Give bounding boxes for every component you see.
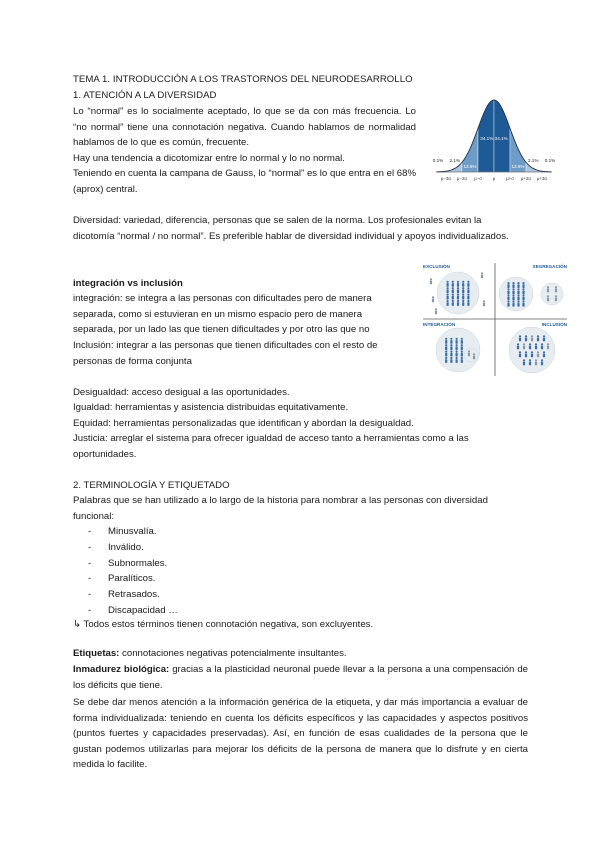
- gauss-segment-label: 13.6%: [511, 164, 525, 169]
- integrated-person-icon: [473, 353, 475, 359]
- person-icon: [462, 281, 464, 287]
- person-icon: [462, 300, 464, 306]
- included-person-icon: [543, 351, 545, 357]
- label-inclusion: INCLUSIÓN: [541, 322, 567, 327]
- person-icon: [445, 344, 447, 350]
- person-icon: [462, 294, 464, 300]
- person-icon: [512, 288, 514, 294]
- person-icon: [467, 294, 469, 300]
- outside-person-icon: [435, 308, 437, 314]
- person-icon: [512, 294, 514, 300]
- included-person-icon: [543, 335, 545, 341]
- person-icon: [467, 300, 469, 306]
- inclusion-quadrant-figure: [420, 260, 570, 378]
- outside-person-icon: [483, 300, 485, 306]
- outside-person-icon: [481, 272, 483, 278]
- list-item: - Retrasados.: [88, 589, 160, 601]
- included-person-icon: [541, 359, 543, 365]
- gauss-tick-label: μ+σ: [506, 176, 514, 181]
- gauss-segment-label: 0.1%: [544, 158, 556, 163]
- list-item: - Discapacidad …: [88, 604, 178, 616]
- person-icon: [456, 351, 458, 357]
- person-icon: [522, 288, 524, 294]
- gauss-tick-label: μ+3σ: [536, 176, 548, 181]
- person-icon: [457, 294, 459, 300]
- paragraph-normal: Lo “normal” es lo socialmente aceptado, lo que se da con más frecuencia. Lo “no normal” tiene una connotación negativa. Cuando hablamos de normalidad hablamos de lo que es común, frecuente.: [73, 106, 416, 149]
- person-icon: [461, 357, 463, 363]
- label-exclusion: EXCLUSIÓN: [423, 264, 450, 269]
- gauss-chart: [432, 92, 560, 190]
- included-person-icon: [519, 335, 521, 341]
- person-icon: [452, 300, 454, 306]
- list-item: - Subnormales.: [88, 557, 168, 569]
- paragraph-diversidad: Diversidad: variedad, diferencia, personas que se salen de la norma. Los profesionales evitan la dicotomía “normal / no normal”. Es preferible hablar de diversidad individual y apoyos individualizados.: [73, 215, 509, 242]
- person-icon: [452, 287, 454, 293]
- person-icon: [456, 357, 458, 363]
- included-person-icon: [541, 343, 543, 349]
- included-person-icon: [523, 359, 525, 365]
- person-icon: [447, 281, 449, 287]
- person-icon: [447, 300, 449, 306]
- person-icon: [447, 287, 449, 293]
- included-person-icon: [531, 351, 533, 357]
- person-icon: [456, 338, 458, 344]
- person-icon: [512, 282, 514, 288]
- segregated-person-icon: [547, 295, 549, 301]
- paragraph-integracion: integración: se integra a las personas con dificultades pero de manera separada, como si estuvieran en un mismo espacio pero de manera separada, por un lado las que tienen dificultades y por otro las que no: [73, 293, 372, 336]
- segregated-person-icon: [555, 286, 557, 292]
- gauss-segment-label: 34.1%: [494, 136, 508, 141]
- terms-list: [88, 524, 178, 619]
- outside-person-icon: [432, 296, 434, 302]
- person-icon: [507, 282, 509, 288]
- person-icon: [456, 344, 458, 350]
- person-icon: [461, 344, 463, 350]
- person-icon: [512, 301, 514, 307]
- segregation-main-circle: [499, 277, 533, 311]
- person-icon: [461, 351, 463, 357]
- label-integracion: INTEGRACIÓN: [423, 322, 456, 327]
- person-icon: [457, 281, 459, 287]
- person-icon: [467, 281, 469, 287]
- note-excluyentes: ↳ Todos estos términos tienen connotación negativa, son excluyentes.: [73, 619, 374, 630]
- person-icon: [450, 351, 452, 357]
- igualdad-line: Igualdad: herramientas y asistencia distribuidas equitativamente.: [73, 402, 349, 413]
- segregated-person-icon: [555, 295, 557, 301]
- included-person-icon: [517, 343, 519, 349]
- segregation-small-circle: [541, 283, 563, 305]
- integration-inner-circle: [464, 348, 478, 362]
- person-icon: [507, 294, 509, 300]
- included-person-icon: [535, 359, 537, 365]
- person-icon: [517, 288, 519, 294]
- person-icon: [522, 301, 524, 307]
- included-person-icon: [529, 343, 531, 349]
- person-icon: [507, 301, 509, 307]
- list-item: - Minusvalía.: [88, 526, 157, 537]
- paragraph-palabras: Palabras que se han utilizado a lo largo de la historia para nombrar a las personas con diversidad funcional:: [73, 495, 488, 522]
- gauss-tick-label: μ: [492, 176, 496, 181]
- person-icon: [461, 338, 463, 344]
- included-person-icon: [547, 343, 549, 349]
- paragraph-inmadurez: Inmadurez biológica: gracias a la plasticidad neuronal puede llevar a la persona a una compensación de los déficits que tiene.: [73, 664, 529, 691]
- list-item: - Inválido.: [88, 541, 144, 553]
- paragraph-dicotomia: Hay una tendencia a dicotomizar entre lo normal y lo no normal.: [73, 153, 345, 164]
- person-icon: [517, 282, 519, 288]
- inclusion-circle: [509, 327, 555, 373]
- heading-integracion: integración vs inclusión: [73, 278, 183, 289]
- person-icon: [447, 294, 449, 300]
- person-icon: [457, 287, 459, 293]
- person-icon: [445, 351, 447, 357]
- person-icon: [457, 300, 459, 306]
- included-person-icon: [529, 359, 531, 365]
- gauss-segment-label: 13.6%: [463, 164, 477, 169]
- gauss-tick-label: μ−2σ: [456, 176, 468, 181]
- person-icon: [462, 287, 464, 293]
- person-icon: [517, 301, 519, 307]
- label-segregacion: SEGREGACIÓN: [532, 264, 567, 269]
- included-person-icon: [519, 351, 521, 357]
- person-icon: [522, 294, 524, 300]
- gauss-segment-label: 0.1%: [432, 158, 444, 163]
- section-heading-terminologia: 2. TERMINOLOGÍA Y ETIQUETADO: [73, 480, 230, 491]
- section-heading-diversidad: 1. ATENCIÓN A LA DIVERSIDAD: [73, 90, 217, 101]
- person-icon: [450, 357, 452, 363]
- person-icon: [467, 287, 469, 293]
- desigualdad-line: Desigualdad: acceso desigual a las oportunidades.: [73, 387, 290, 398]
- integrated-person-icon: [468, 350, 470, 356]
- doc-title: TEMA 1. INTRODUCCIÓN A LOS TRASTORNOS DEL NEURODESARROLLO: [73, 74, 413, 85]
- person-icon: [450, 344, 452, 350]
- included-person-icon: [535, 343, 537, 349]
- paragraph-gauss: Teniendo en cuenta la campana de Gauss, lo “normal” es lo que entra en el 68% (aprox) central.: [73, 168, 416, 195]
- gauss-tick-label: μ−σ: [474, 176, 482, 181]
- justicia-line: Justicia: arreglar el sistema para ofrecer igualdad de acceso tanto a herramientas como a las oportunidades.: [73, 433, 469, 460]
- paragraph-etiquetas: Etiquetas: connotaciones negativas potencialmente insultantes.: [73, 648, 347, 659]
- person-icon: [450, 338, 452, 344]
- outside-person-icon: [430, 278, 432, 284]
- included-person-icon: [523, 343, 525, 349]
- person-icon: [522, 282, 524, 288]
- paragraph-evaluacion: Se debe dar menos atención a la información genérica de la etiqueta, y dar más importancia a evaluar de forma individualizada: teniendo en cuenta los déficits específicos y las capacidades y aspectos positivos (puntos fuertes y capacidades preservadas). Así, en función de esas cualidades de la persona que le gustan podemos utilizarlas para mejorar los déficits de la persona de manera que lo disfrute y en cierta medida lo facilite.: [73, 697, 528, 771]
- segregated-person-icon: [547, 286, 549, 292]
- included-person-icon: [531, 335, 533, 341]
- included-person-icon: [537, 335, 539, 341]
- included-person-icon: [525, 335, 527, 341]
- gauss-tick-label: μ−3σ: [440, 176, 452, 181]
- gauss-segment-label: 2.1%: [527, 158, 539, 163]
- list-item: - Paralíticos.: [88, 573, 156, 585]
- included-person-icon: [537, 351, 539, 357]
- gauss-segment-label: 34.1%: [480, 136, 494, 141]
- gauss-segment-label: 2.1%: [449, 158, 461, 163]
- person-icon: [445, 357, 447, 363]
- included-person-icon: [525, 351, 527, 357]
- person-icon: [517, 294, 519, 300]
- equidad-line: Equidad: herramientas personalizadas que identifican y abordan la desigualdad.: [73, 418, 414, 429]
- person-icon: [452, 281, 454, 287]
- person-icon: [507, 288, 509, 294]
- person-icon: [445, 338, 447, 344]
- paragraph-inclusion: Inclusión: integrar a las personas que tienen dificultades con el resto de personas de forma conjunta: [73, 340, 378, 367]
- person-icon: [452, 294, 454, 300]
- gauss-tick-label: μ+2σ: [520, 176, 532, 181]
